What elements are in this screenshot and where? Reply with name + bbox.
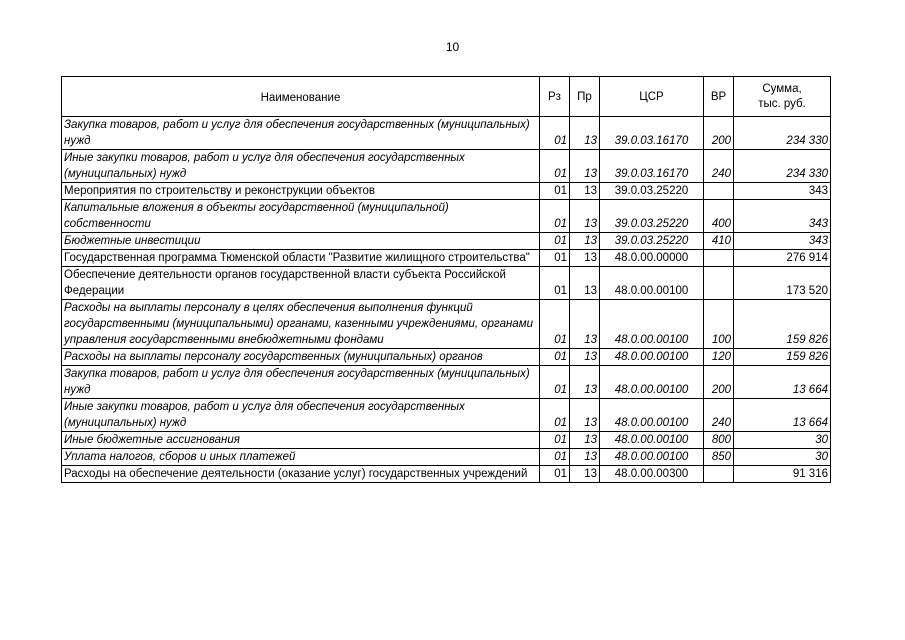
cell-name: Обеспечение деятельности органов государственной власти субъекта Российской Федерации [62, 267, 540, 300]
cell-vr: 200 [704, 366, 734, 399]
cell-pr: 13 [570, 449, 600, 466]
cell-name: Бюджетные инвестиции [62, 233, 540, 250]
cell-pr: 13 [570, 366, 600, 399]
cell-sum: 173 520 [734, 267, 831, 300]
cell-sum: 159 826 [734, 349, 831, 366]
cell-sum: 30 [734, 449, 831, 466]
cell-pr: 13 [570, 300, 600, 349]
cell-rz: 01 [540, 200, 570, 233]
cell-csr: 48.0.00.00100 [600, 449, 704, 466]
header-pr: Пр [570, 77, 600, 117]
cell-rz: 01 [540, 183, 570, 200]
cell-csr: 48.0.00.00100 [600, 366, 704, 399]
cell-csr: 39.0.03.25220 [600, 183, 704, 200]
cell-rz: 01 [540, 117, 570, 150]
cell-vr: 400 [704, 200, 734, 233]
cell-rz: 01 [540, 432, 570, 449]
cell-pr: 13 [570, 267, 600, 300]
cell-pr: 13 [570, 466, 600, 483]
cell-sum: 234 330 [734, 117, 831, 150]
cell-sum: 13 664 [734, 399, 831, 432]
cell-csr: 48.0.00.00100 [600, 267, 704, 300]
header-vr: ВР [704, 77, 734, 117]
header-name: Наименование [62, 77, 540, 117]
table-header-row [62, 77, 831, 117]
cell-pr: 13 [570, 349, 600, 366]
cell-name: Иные закупки товаров, работ и услуг для обеспечения государственных (муниципальных) нужд [62, 399, 540, 432]
cell-csr: 48.0.00.00300 [600, 466, 704, 483]
cell-name: Закупка товаров, работ и услуг для обеспечения государственных (муниципальных) нужд [62, 117, 540, 150]
cell-vr [704, 466, 734, 483]
cell-csr: 48.0.00.00100 [600, 349, 704, 366]
cell-pr: 13 [570, 233, 600, 250]
table-row [62, 250, 831, 267]
cell-sum: 30 [734, 432, 831, 449]
cell-name: Расходы на обеспечение деятельности (оказание услуг) государственных учреждений [62, 466, 540, 483]
table-row [62, 267, 831, 300]
table-row [62, 466, 831, 483]
cell-sum: 343 [734, 183, 831, 200]
cell-rz: 01 [540, 399, 570, 432]
budget-table [61, 76, 831, 483]
table-row [62, 150, 831, 183]
cell-name: Закупка товаров, работ и услуг для обеспечения государственных (муниципальных) нужд [62, 366, 540, 399]
cell-vr [704, 183, 734, 200]
page-number: 10 [445, 40, 460, 54]
cell-sum: 91 316 [734, 466, 831, 483]
cell-sum: 343 [734, 233, 831, 250]
cell-rz: 01 [540, 449, 570, 466]
cell-pr: 13 [570, 432, 600, 449]
table-row [62, 399, 831, 432]
cell-pr: 13 [570, 117, 600, 150]
table-body [62, 117, 831, 483]
cell-pr: 13 [570, 200, 600, 233]
cell-vr [704, 250, 734, 267]
cell-vr: 120 [704, 349, 734, 366]
header-rz: Рз [540, 77, 570, 117]
cell-pr: 13 [570, 150, 600, 183]
cell-rz: 01 [540, 150, 570, 183]
cell-rz: 01 [540, 366, 570, 399]
cell-sum: 276 914 [734, 250, 831, 267]
table-row [62, 183, 831, 200]
cell-csr: 48.0.00.00100 [600, 432, 704, 449]
cell-csr: 39.0.03.16170 [600, 150, 704, 183]
cell-vr: 410 [704, 233, 734, 250]
table-row [62, 349, 831, 366]
cell-pr: 13 [570, 183, 600, 200]
cell-vr: 100 [704, 300, 734, 349]
table-row [62, 233, 831, 250]
cell-csr: 48.0.00.00000 [600, 250, 704, 267]
cell-vr: 800 [704, 432, 734, 449]
cell-vr: 240 [704, 150, 734, 183]
table-row [62, 117, 831, 150]
cell-rz: 01 [540, 267, 570, 300]
cell-csr: 48.0.00.00100 [600, 300, 704, 349]
cell-csr: 39.0.03.25220 [600, 200, 704, 233]
cell-name: Государственная программа Тюменской области "Развитие жилищного строительства" [62, 250, 540, 267]
cell-vr: 240 [704, 399, 734, 432]
cell-vr [704, 267, 734, 300]
cell-sum: 234 330 [734, 150, 831, 183]
cell-name: Капитальные вложения в объекты государственной (муниципальной) собственности [62, 200, 540, 233]
cell-name: Уплата налогов, сборов и иных платежей [62, 449, 540, 466]
cell-name: Мероприятия по строительству и реконструкции объектов [62, 183, 540, 200]
cell-rz: 01 [540, 466, 570, 483]
cell-pr: 13 [570, 250, 600, 267]
cell-pr: 13 [570, 399, 600, 432]
cell-rz: 01 [540, 233, 570, 250]
cell-name: Расходы на выплаты персоналу в целях обеспечения выполнения функций государственными (муниципальными) органами, казенными учреждениями, органами управления государственными внебюджетными фондами [62, 300, 540, 349]
cell-name: Иные закупки товаров, работ и услуг для обеспечения государственных (муниципальных) нужд [62, 150, 540, 183]
header-sum-line1: Сумма, [762, 82, 802, 95]
header-sum [734, 77, 831, 117]
cell-sum: 343 [734, 200, 831, 233]
header-sum-line2: тыс. руб. [758, 97, 806, 110]
table-row [62, 432, 831, 449]
cell-csr: 39.0.03.16170 [600, 117, 704, 150]
cell-rz: 01 [540, 250, 570, 267]
cell-rz: 01 [540, 300, 570, 349]
cell-csr: 48.0.00.00100 [600, 399, 704, 432]
table-row [62, 300, 831, 349]
header-csr: ЦСР [600, 77, 704, 117]
cell-name: Расходы на выплаты персоналу государственных (муниципальных) органов [62, 349, 540, 366]
cell-name: Иные бюджетные ассигнования [62, 432, 540, 449]
cell-csr: 39.0.03.25220 [600, 233, 704, 250]
cell-sum: 13 664 [734, 366, 831, 399]
cell-vr: 850 [704, 449, 734, 466]
cell-rz: 01 [540, 349, 570, 366]
table-row [62, 200, 831, 233]
table-row [62, 366, 831, 399]
cell-sum: 159 826 [734, 300, 831, 349]
table-row [62, 449, 831, 466]
cell-vr: 200 [704, 117, 734, 150]
